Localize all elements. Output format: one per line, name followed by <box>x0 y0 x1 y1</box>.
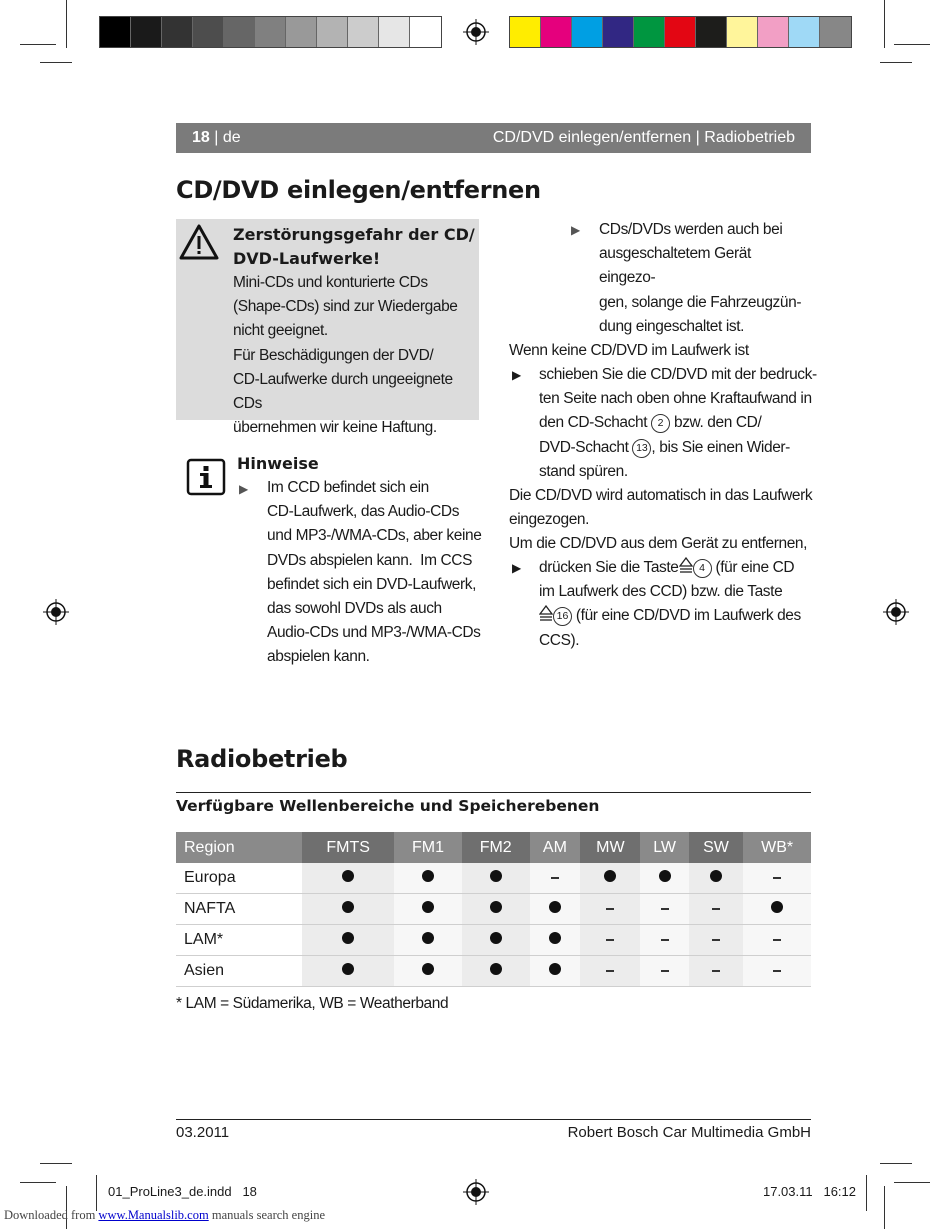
unavailable-dash-icon <box>712 908 720 910</box>
available-dot-icon <box>490 870 502 882</box>
color-swatch <box>603 17 634 47</box>
band-availability-cell <box>530 956 581 987</box>
callout-number: 2 <box>651 414 670 433</box>
table-header-cell: Region <box>176 832 302 863</box>
notes-title: Hinweise <box>237 454 319 473</box>
color-swatch <box>224 17 255 47</box>
header-section-right: Radiobetrieb <box>704 129 795 146</box>
available-dot-icon <box>342 932 354 944</box>
table-footnote: * LAM = Südamerika, WB = Weatherband <box>176 995 449 1012</box>
available-dot-icon <box>422 870 434 882</box>
band-availability-cell <box>580 894 640 925</box>
band-availability-cell <box>640 956 688 987</box>
unavailable-dash-icon <box>712 970 720 972</box>
band-availability-cell <box>689 894 744 925</box>
band-availability-cell <box>640 925 688 956</box>
table-header-row <box>176 832 811 863</box>
unavailable-dash-icon <box>606 908 614 910</box>
band-availability-cell <box>462 863 530 894</box>
band-availability-cell <box>302 863 394 894</box>
region-cell: Europa <box>176 863 302 894</box>
header-section-left: CD/DVD einlegen/entfernen <box>492 129 692 146</box>
band-availability-cell <box>580 863 640 894</box>
color-swatch <box>317 17 348 47</box>
info-icon <box>186 458 226 496</box>
color-swatch <box>820 17 851 47</box>
section-title-radio: Radiobetrieb <box>176 745 348 773</box>
after-insert-text: eingezogen. <box>509 511 590 529</box>
registration-mark-bottom <box>463 1179 489 1205</box>
color-swatch <box>255 17 286 47</box>
eject-icon <box>679 557 693 573</box>
running-header <box>176 123 811 153</box>
unavailable-dash-icon <box>551 877 559 879</box>
table-header-cell: FM1 <box>394 832 462 863</box>
warning-title-line1: Zerstörungsgefahr der CD/ <box>233 225 475 244</box>
registration-mark-top <box>463 19 489 45</box>
color-swatch <box>634 17 665 47</box>
insert-line: bzw. den CD/ <box>673 414 762 432</box>
band-availability-cell <box>530 863 581 894</box>
available-dot-icon <box>604 870 616 882</box>
band-availability-cell <box>394 956 462 987</box>
band-availability-cell <box>743 956 811 987</box>
region-cell: Asien <box>176 956 302 987</box>
band-availability-cell <box>689 925 744 956</box>
right-note-line: CDs/DVDs werden auch bei <box>599 221 783 238</box>
process-color-bar <box>509 16 852 48</box>
table-header-cell: FMTS <box>302 832 394 863</box>
bullet-arrow-icon: ▶ <box>571 223 581 237</box>
insert-line: , bis Sie einen Wider- <box>651 438 790 456</box>
band-availability-cell <box>302 925 394 956</box>
remove-line: (für eine CD/DVD im Laufwerk des <box>575 607 801 625</box>
footer-company: Robert Bosch Car Multimedia GmbH <box>567 1124 811 1141</box>
color-swatch <box>410 17 441 47</box>
warning-title-line2: DVD-Laufwerke! <box>233 249 381 268</box>
insert-line: schieben Sie die CD/DVD mit der bedruck- <box>539 366 817 383</box>
insert-line: ten Seite nach oben ohne Kraftaufwand in <box>539 390 812 408</box>
eject-icon <box>539 605 553 621</box>
color-swatch <box>162 17 193 47</box>
band-availability-cell <box>462 894 530 925</box>
table-subtitle: Verfügbare Wellenbereiche und Speicherebenen <box>176 797 600 815</box>
callout-number: 4 <box>693 559 712 578</box>
insert-line: DVD-Schacht <box>539 438 629 456</box>
insert-instructions <box>539 363 815 484</box>
color-swatch <box>758 17 789 47</box>
table-header-cell: WB* <box>743 832 811 863</box>
notes-text-line: CD-Laufwerk, das Audio-CDs <box>267 503 460 521</box>
unavailable-dash-icon <box>661 939 669 941</box>
notes-text-line: und MP3-/WMA-CDs, aber keine <box>267 527 482 545</box>
color-swatch <box>510 17 541 47</box>
color-swatch <box>100 17 131 47</box>
insert-line: stand spüren. <box>539 462 628 480</box>
footer-rule <box>176 1119 811 1120</box>
remove-intro: Um die CD/DVD aus dem Gerät zu entfernen, <box>509 535 808 553</box>
page-number: 18 <box>192 129 210 146</box>
color-swatch <box>572 17 603 47</box>
unavailable-dash-icon <box>773 877 781 879</box>
slug-filename: 01_ProLine3_de.indd 18 <box>108 1184 257 1199</box>
band-availability-cell <box>580 956 640 987</box>
notes-block <box>176 452 486 672</box>
registration-mark-right <box>883 599 909 625</box>
available-dot-icon <box>549 932 561 944</box>
table-body <box>176 863 811 987</box>
color-swatch <box>193 17 224 47</box>
available-dot-icon <box>549 963 561 975</box>
band-availability-cell <box>394 925 462 956</box>
callout-number: 13 <box>632 439 651 458</box>
remove-line: CCS). <box>539 631 580 649</box>
download-suffix: manuals search engine <box>211 1208 325 1222</box>
insert-line: den CD-Schacht <box>539 414 648 432</box>
color-swatch <box>541 17 572 47</box>
manualslib-link[interactable]: www.Manualslib.com <box>98 1208 209 1222</box>
notes-text-line: DVDs abspielen kann. Im CCS <box>267 551 473 569</box>
color-swatch <box>727 17 758 47</box>
right-note-line: dung eingeschaltet ist. <box>599 317 745 335</box>
color-swatch <box>789 17 820 47</box>
notes-text-line: abspielen kann. <box>267 648 370 666</box>
table-row <box>176 925 811 956</box>
registration-mark-left <box>43 599 69 625</box>
color-swatch <box>348 17 379 47</box>
insert-intro: Wenn keine CD/DVD im Laufwerk ist <box>509 342 749 359</box>
notes-text-line: befindet sich ein DVD-Laufwerk, <box>267 575 477 593</box>
table-header-cell: AM <box>530 832 581 863</box>
warning-text-line: CD-Laufwerke durch ungeeignete CDs <box>233 370 453 413</box>
available-dot-icon <box>710 870 722 882</box>
region-cell: NAFTA <box>176 894 302 925</box>
right-note-line: ausgeschaltetem Gerät eingezo- <box>599 245 751 287</box>
slug-timestamp: 17.03.11 16:12 <box>762 1184 856 1199</box>
warning-triangle-icon <box>178 223 220 261</box>
band-availability-cell <box>302 894 394 925</box>
color-swatch <box>286 17 317 47</box>
table-header-cell: LW <box>640 832 688 863</box>
color-swatch <box>379 17 410 47</box>
notes-text-line: Im CCD befindet sich ein <box>267 479 429 496</box>
warning-text-line: (Shape-CDs) sind zur Wiedergabe <box>233 298 458 316</box>
header-separator: | <box>695 129 700 146</box>
remove-line: drücken Sie die Taste <box>539 559 679 576</box>
remove-line: im Laufwerk des CCD) bzw. die Taste <box>539 583 783 601</box>
remove-instructions <box>539 556 815 653</box>
available-dot-icon <box>490 932 502 944</box>
band-availability-cell <box>640 863 688 894</box>
bullet-arrow-icon: ▶ <box>239 482 249 496</box>
available-dot-icon <box>342 901 354 913</box>
unavailable-dash-icon <box>661 970 669 972</box>
band-availability-cell <box>743 925 811 956</box>
unavailable-dash-icon <box>773 970 781 972</box>
bullet-arrow-icon: ▶ <box>512 368 522 382</box>
available-dot-icon <box>659 870 671 882</box>
unavailable-dash-icon <box>606 970 614 972</box>
band-availability-cell <box>462 925 530 956</box>
section-title-cd-dvd: CD/DVD einlegen/entfernen <box>176 176 541 204</box>
color-swatch <box>665 17 696 47</box>
band-availability-cell <box>580 925 640 956</box>
available-dot-icon <box>422 963 434 975</box>
warning-box <box>176 219 479 437</box>
table-header-cell: FM2 <box>462 832 530 863</box>
band-availability-cell <box>462 956 530 987</box>
available-dot-icon <box>549 901 561 913</box>
band-availability-cell <box>394 863 462 894</box>
warning-text-line: übernehmen wir keine Haftung. <box>233 419 437 437</box>
bullet-arrow-icon: ▶ <box>512 561 522 575</box>
available-dot-icon <box>490 963 502 975</box>
subhead-rule <box>176 792 811 793</box>
footer-date: 03.2011 <box>176 1124 230 1141</box>
table-header-cell: MW <box>580 832 640 863</box>
available-dot-icon <box>490 901 502 913</box>
unavailable-dash-icon <box>606 939 614 941</box>
notes-text-line: Audio-CDs und MP3-/WMA-CDs <box>267 624 481 642</box>
remove-line: (für eine CD <box>715 559 795 576</box>
table-header-cell: SW <box>689 832 744 863</box>
unavailable-dash-icon <box>712 939 720 941</box>
band-availability-cell <box>743 894 811 925</box>
after-insert-text: Die CD/DVD wird automatisch in das Laufwerk <box>509 487 813 504</box>
download-prefix: Downloaded from <box>4 1208 96 1222</box>
available-dot-icon <box>342 870 354 882</box>
available-dot-icon <box>422 932 434 944</box>
band-availability-cell <box>530 894 581 925</box>
band-availability-cell <box>743 863 811 894</box>
notes-text-line: das sowohl DVDs als auch <box>267 600 442 618</box>
warning-text-line: Mini-CDs und konturierte CDs <box>233 274 428 291</box>
warning-text-line: nicht geeignet. <box>233 322 328 340</box>
band-availability-cell <box>302 956 394 987</box>
language-code: | de <box>214 129 241 146</box>
unavailable-dash-icon <box>773 939 781 941</box>
table-row <box>176 956 811 987</box>
available-dot-icon <box>342 963 354 975</box>
region-cell: LAM* <box>176 925 302 956</box>
right-note-line: gen, solange die Fahrzeugzün- <box>599 293 802 311</box>
callout-number: 16 <box>553 607 572 626</box>
table-row <box>176 863 811 894</box>
color-swatch <box>131 17 162 47</box>
gray-color-bar <box>99 16 442 48</box>
warning-text-line: Für Beschädigungen der DVD/ <box>233 346 434 364</box>
band-availability-cell <box>530 925 581 956</box>
color-swatch <box>696 17 727 47</box>
band-availability-cell <box>689 863 744 894</box>
unavailable-dash-icon <box>661 908 669 910</box>
available-dot-icon <box>771 901 783 913</box>
band-availability-cell <box>640 894 688 925</box>
band-availability-cell <box>689 956 744 987</box>
table-row <box>176 894 811 925</box>
download-notice <box>4 1208 325 1223</box>
available-dot-icon <box>422 901 434 913</box>
frequency-band-table <box>176 832 811 987</box>
band-availability-cell <box>394 894 462 925</box>
